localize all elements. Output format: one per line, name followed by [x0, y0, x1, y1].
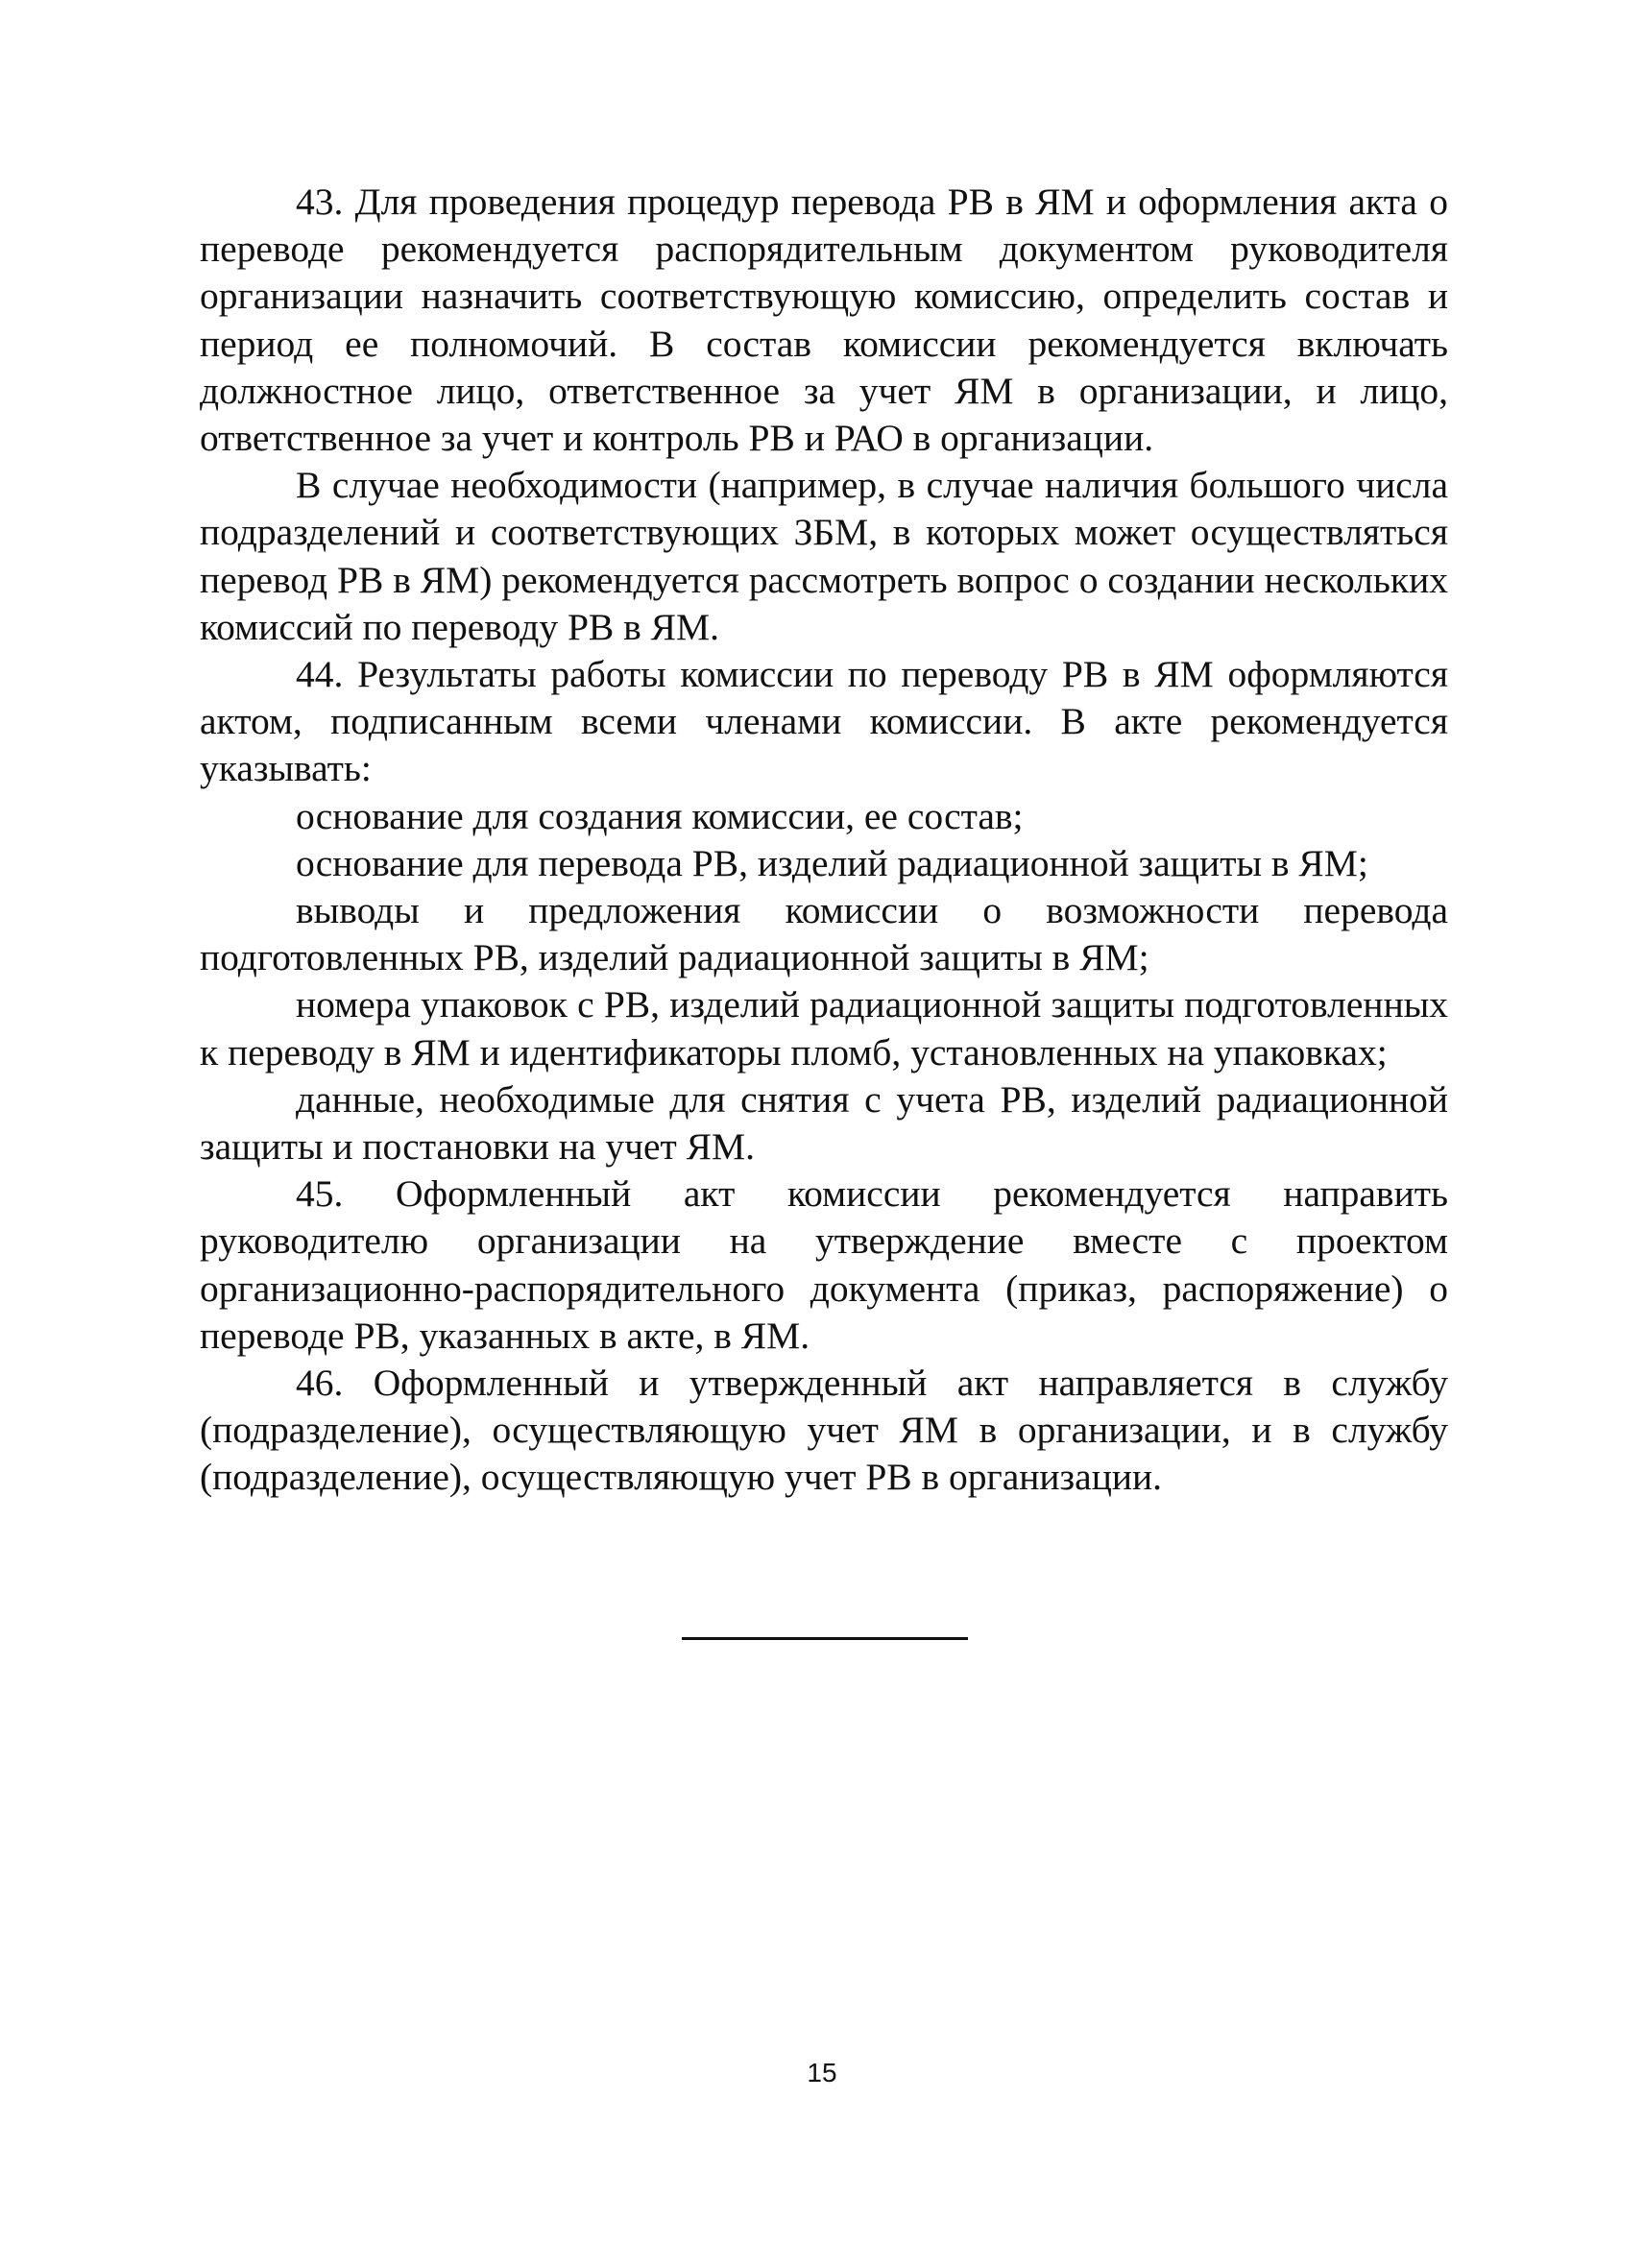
end-separator-line: [682, 1637, 968, 1640]
list-item: основание для создания комиссии, ее состав;: [296, 794, 1024, 837]
page-number: 15: [807, 2058, 837, 2087]
list-item: номера упаковок с РВ, изделий радиационной защиты подготовленных к переводу в ЯМ и идентификаторы пломб, установленных на упаковках;: [200, 983, 1448, 1074]
paragraph-45: 45. Оформленный акт комиссии рекомендуется направить руководителю организации на утверждение вместе с проектом организационно-распорядительного документа (приказ, распоряжение) о переводе РВ, указанных в акте, в ЯМ.: [200, 1172, 1448, 1357]
list-item: основание для перевода РВ, изделий радиационной защиты в ЯМ;: [296, 841, 1368, 884]
paragraph-44: 44. Результаты работы комиссии по переводу РВ в ЯМ оформляются актом, подписанным всеми членами комиссии. В акте рекомендуется указывать:: [200, 653, 1448, 790]
document-body: [200, 179, 1448, 1502]
paragraph-43-continued: В случае необходимости (например, в случае наличия большого числа подразделений и соответствующих ЗБМ, в которых может осуществляться перевод РВ в ЯМ) рекомендуется рассмотреть вопрос о создании нескольких комиссий по переводу РВ в ЯМ.: [200, 464, 1448, 648]
list-item: выводы и предложения комиссии о возможности перевода подготовленных РВ, изделий радиационной защиты в ЯМ;: [200, 889, 1448, 979]
paragraph-43: 43. Для проведения процедур перевода РВ в ЯМ и оформления акта о переводе рекомендуется распорядительным документом руководителя организации назначить соответствующую комиссию, определить состав и период ее полномочий. В состав комиссии рекомендуется включать должностное лицо, ответственное за учет ЯМ в организации, и лицо, ответственное за учет и контроль РВ и РАО в организации.: [200, 181, 1448, 460]
list-item: данные, необходимые для снятия с учета РВ, изделий радиационной защиты и постановки на учет ЯМ.: [200, 1077, 1448, 1169]
paragraph-46: 46. Оформленный и утвержденный акт направляется в службу (подразделение), осуществляющую учет ЯМ в организации, и в службу (подразделение), осуществляющую учет РВ в организации.: [200, 1362, 1448, 1499]
